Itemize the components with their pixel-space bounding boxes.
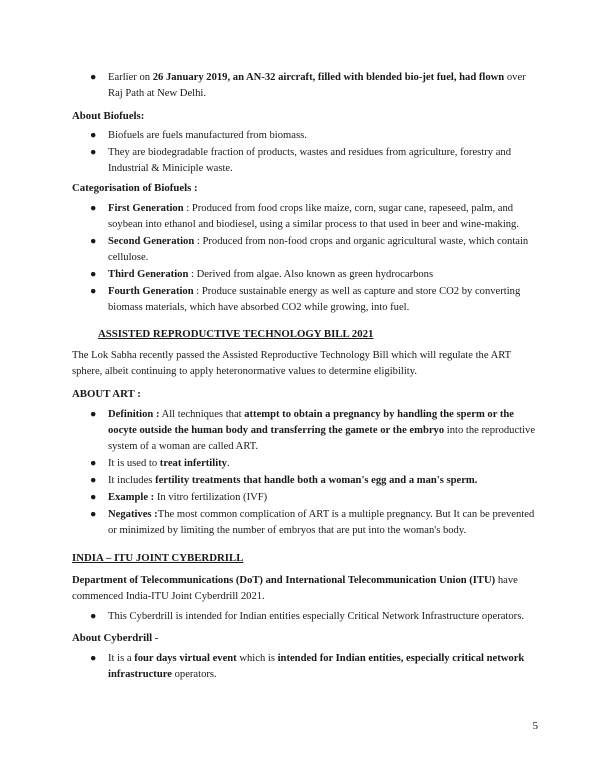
bullet-dot-icon: ● <box>90 147 97 158</box>
list-item: ● Earlier on 26 January 2019, an AN-32 aircraft, filled with blended bio-jet fuel, had flown over Raj Path at New Delhi. <box>90 72 526 99</box>
list-item: ● Definition : All techniques that attempt to obtain a pregnancy by handling the sperm or the oocyte outside the human body and transferring the gamete or the embryo into the reproductive system of a woman are called ART. <box>90 409 536 452</box>
list-item: ● Second Generation : Produced from non-food crops and organic agricultural waste, which contain cellulose. <box>90 236 529 263</box>
list-item: ● It is used to treat infertility. <box>90 456 542 472</box>
bullet-dot-icon: ● <box>90 409 97 420</box>
bullet-dot-icon: ● <box>90 458 97 469</box>
categorisation-bullet-list <box>90 201 542 317</box>
bullet-dot-icon: ● <box>90 236 97 247</box>
bullet-dot-icon: ● <box>90 130 97 141</box>
about-art-heading: ABOUT ART : <box>72 388 141 400</box>
list-item: ● Negatives :The most common complication of ART is a multiple pregnancy. But It can be prevented or minimized by limiting the number of embryos that are put into the woman's body. <box>90 509 535 536</box>
list-item: ● Third Generation : Derived from algae. Also known as green hydrocarbons <box>90 267 542 283</box>
bullet-dot-icon: ● <box>90 203 97 214</box>
list-item: ● They are biodegradable fraction of products, wastes and residues from agriculture, forestry and Industrial & Miniciple waste. <box>90 147 511 174</box>
list-item: ● This Cyberdrill is intended for Indian entities especially Critical Network Infrastructure operators. <box>90 609 542 625</box>
bullet-dot-icon: ● <box>90 286 97 297</box>
cyberdrill-intro: Department of Telecommunications (DoT) and International Telecommunication Union (ITU) have commenced India-ITU Joint Cyberdrill 2021. <box>72 575 518 602</box>
categorisation-heading: Categorisation of Biofuels : <box>72 182 198 194</box>
art-bill-title: ASSISTED REPRODUCTIVE TECHNOLOGY BILL 2021 <box>98 328 374 340</box>
bullet-dot-icon: ● <box>90 509 97 520</box>
cyberdrill-title: INDIA – ITU JOINT CYBERDRILL <box>72 552 244 564</box>
list-item: ● Example : In vitro fertilization (IVF) <box>90 490 542 506</box>
list-item: ● It includes fertility treatments that handle both a woman's egg and a man's sperm. <box>90 473 542 489</box>
about-biofuels-heading: About Biofuels: <box>72 110 145 122</box>
bullet-dot-icon: ● <box>90 72 97 83</box>
about-cyberdrill-heading: About Cyberdrill - <box>72 632 159 644</box>
art-bullet-list <box>90 407 542 540</box>
bullet-dot-icon: ● <box>90 653 97 664</box>
list-item: ● Biofuels are fuels manufactured from biomass. <box>90 128 542 144</box>
biofuels-bullet-list <box>90 128 542 178</box>
art-bill-intro: The Lok Sabha recently passed the Assisted Reproductive Technology Bill which will regulate the ART sphere, albeit continuing to apply heteronormative values to determine eligibility. <box>72 350 511 377</box>
list-item: ● Fourth Generation : Produce sustainable energy as well as capture and store CO2 by converting biomass materials, which have absorbed CO2 while growing, into fuel. <box>90 286 521 313</box>
cyberdrill-bullet-list <box>90 609 542 626</box>
cyberdrill-about-list <box>90 651 542 684</box>
aircraft-bullet-list <box>90 70 542 103</box>
list-item: ● First Generation : Produced from food crops like maize, corn, sugar cane, rapeseed, palm, and soybean into ethanol and biodiesel, using a similar process to that used in beer and wine-making. <box>90 203 519 230</box>
bullet-dot-icon: ● <box>90 611 97 622</box>
page-number: 5 <box>532 720 538 732</box>
bullet-dot-icon: ● <box>90 492 97 503</box>
bullet-dot-icon: ● <box>90 269 97 280</box>
bullet-dot-icon: ● <box>90 475 97 486</box>
list-item: ● It is a four days virtual event which is intended for Indian entities, especially critical network infrastructure operators. <box>90 653 525 680</box>
